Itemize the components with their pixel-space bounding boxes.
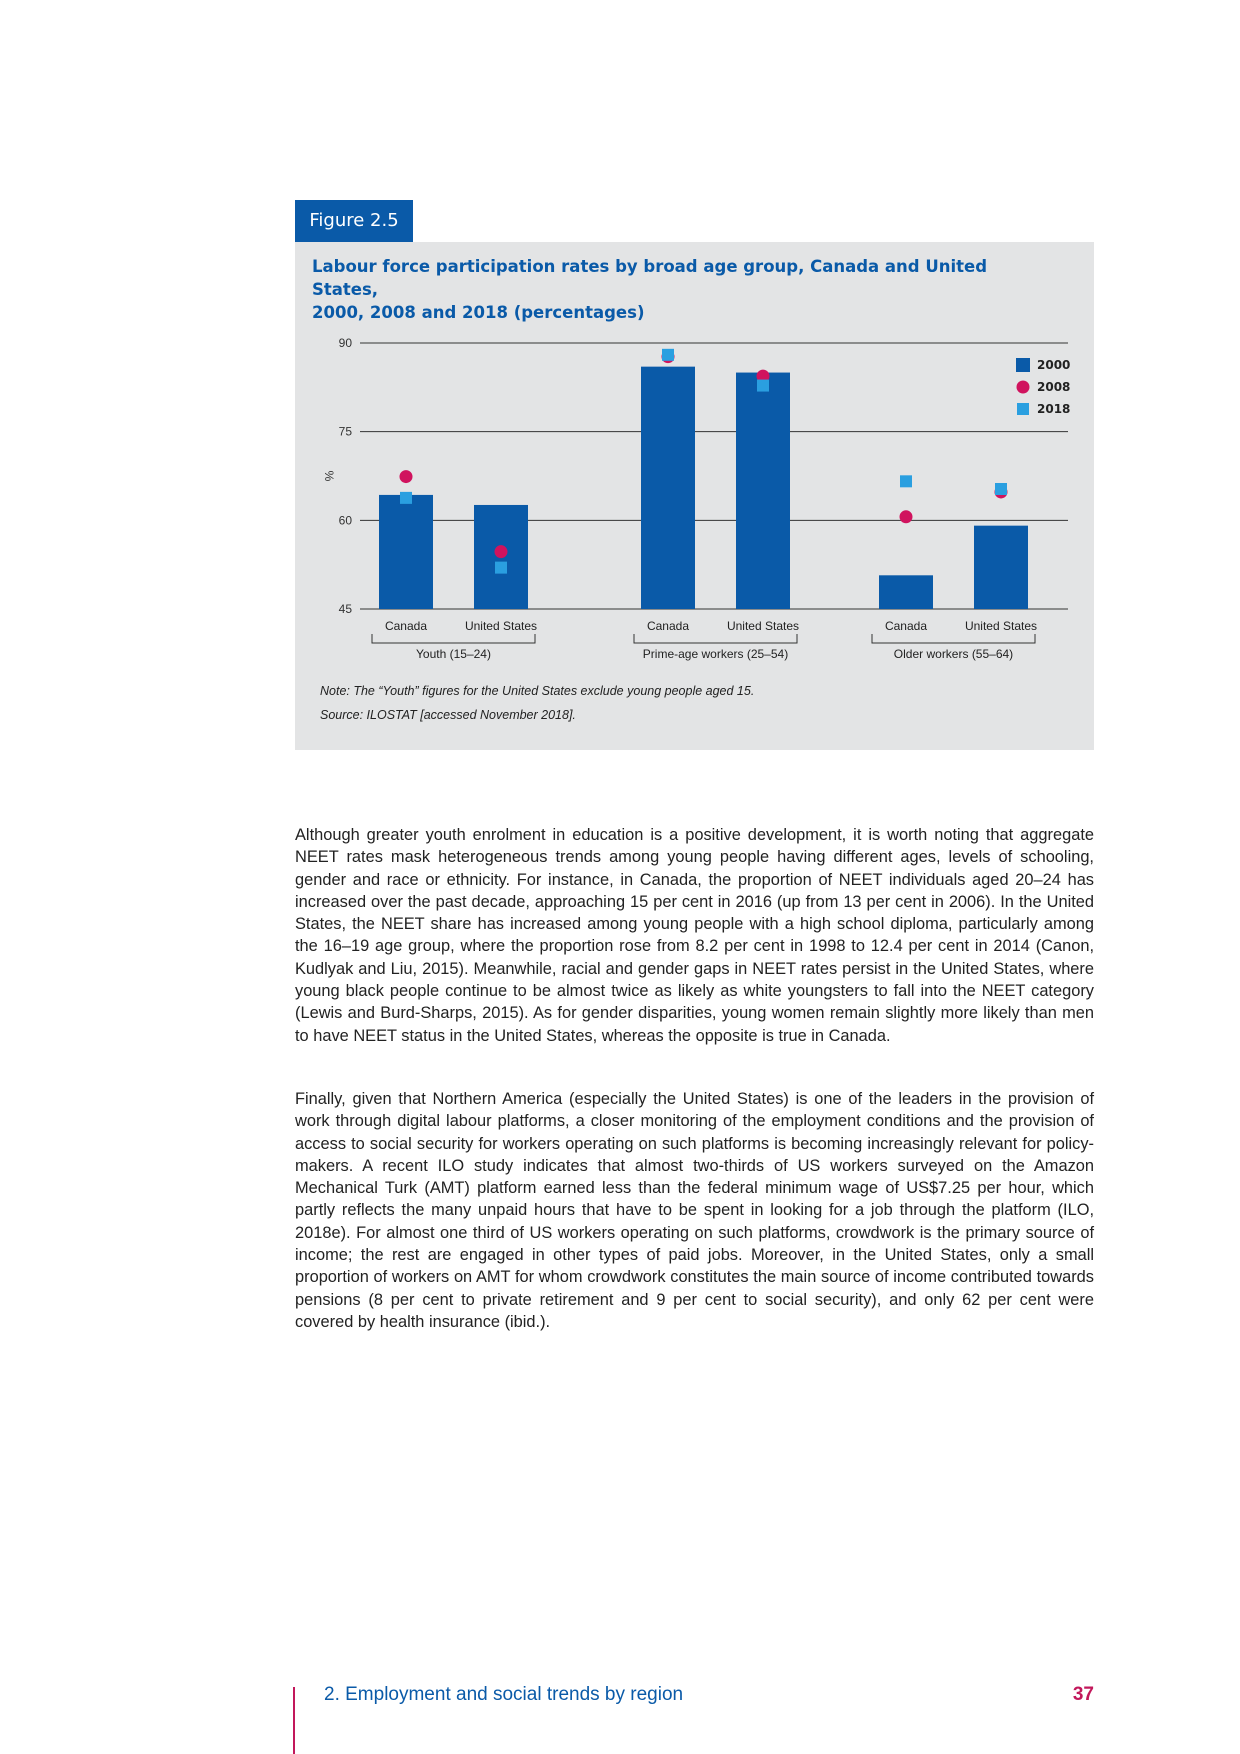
body-paragraph-1: Although greater youth enrolment in education is a positive development, it is worth noting that aggregate NEET rates mask heterogeneous trends among young people having different ages, levels of schooling, gender and race or ethnicity. For instance, in Canada, the proportion of NEET individuals aged 20–24 has increased over the past decade, approaching 15 per cent in 2016 (up from 13 per cent in 2006). In the United States, the NEET share has increased among young people with a high school diploma, particularly among the 16–19 age group, where the proportion rose from 8.2 per cent in 1998 to 12.4 per cent in 2014 (Canon, Kudlyak and Liu, 2015). Meanwhile, racial and gender gaps in NEET rates persist in the United States, where young black people continue to be almost twice as likely as white youngsters to fall into the NEET category (Lewis and Burd-Sharps, 2015). As for gender disparities, young women remain slightly more likely than men to have NEET status in the United States, whereas the opposite is true in Canada. [295,826,1094,1045]
footer-page-number: 37 [1072,1684,1094,1705]
figure-number-tag: Figure 2.5 [295,200,413,242]
x-group-label: Youth (15–24) [416,647,491,661]
group-bracket [872,634,1035,643]
point-2008 [495,545,508,558]
bar-2000 [379,495,433,609]
legend-label-2000: 2000 [1037,358,1071,372]
point-2018 [495,562,507,574]
point-2008 [900,510,913,523]
figure-title-line-1: Labour force participation rates by broad age group, Canada and United States, [312,257,988,299]
footer-accent-bar [293,1687,295,1754]
x-category-label: Canada [384,619,428,633]
x-category-label: Canada [646,619,690,633]
bar-2000 [974,526,1028,609]
figure-note: Note: The “Youth” figures for the United States exclude young people aged 15. [320,684,755,698]
point-2008 [400,470,413,483]
bar-2000 [736,373,790,609]
figure-title-line-2: 2000, 2008 and 2018 (percentages) [312,303,645,322]
footer-chapter-title: 2. Employment and social trends by region [324,1684,684,1705]
x-category-label: United States [726,619,800,633]
group-bracket [372,634,535,643]
y-tick-label: 45 [338,602,352,616]
legend-label-2018: 2018 [1037,402,1071,416]
legend-swatch-2018 [1017,403,1029,415]
bar-2000 [641,367,695,609]
figure-source: Source: ILOSTAT [accessed November 2018]. [320,708,576,722]
x-category-label: United States [964,619,1038,633]
legend-swatch-2000 [1016,358,1030,372]
y-tick-label: 60 [338,513,352,528]
x-category-label: Canada [884,619,928,633]
x-group-label: Older workers (55–64) [893,647,1014,661]
bar-chart [295,242,1094,662]
bar-2000 [879,575,933,609]
x-category-label: United States [464,619,538,633]
y-tick-label: 90 [338,336,352,350]
group-bracket [634,634,797,643]
legend-label-2008: 2008 [1037,380,1071,394]
y-tick-label: 75 [338,424,352,439]
point-2018 [900,475,912,487]
point-2018 [757,380,769,392]
x-group-label: Prime-age workers (25–54) [642,647,789,661]
point-2018 [662,349,674,361]
point-2018 [995,483,1007,495]
point-2018 [400,492,412,504]
legend-swatch-2008 [1017,381,1030,394]
y-axis-label: % [322,470,336,482]
body-paragraph-2: Finally, given that Northern America (especially the United States) is one of the leaders in the provision of work through digital labour platforms, a closer monitoring of the employment conditions and the provision of access to social security for workers operating on such platforms is becoming increasingly relevant for policy-makers. A recent ILO study indicates that almost two-thirds of US workers surveyed on the Amazon Mechanical Turk (AMT) platform earned less than the federal minimum wage of US$7.25 per hour, which partly reflects the many unpaid hours that have to be spent in looking for a job through the platform (ILO, 2018e). For almost one third of US workers operating on such platforms, crowdwork is the primary source of income; the rest are engaged in other types of paid jobs. Moreover, in the United States, only a small proportion of workers on AMT for whom crowdwork constitutes the main source of income contributed towards pensions (8 per cent to private retirement and 9 per cent to social security), and only 62 per cent were covered by health insurance (ibid.). [295,1090,1094,1331]
